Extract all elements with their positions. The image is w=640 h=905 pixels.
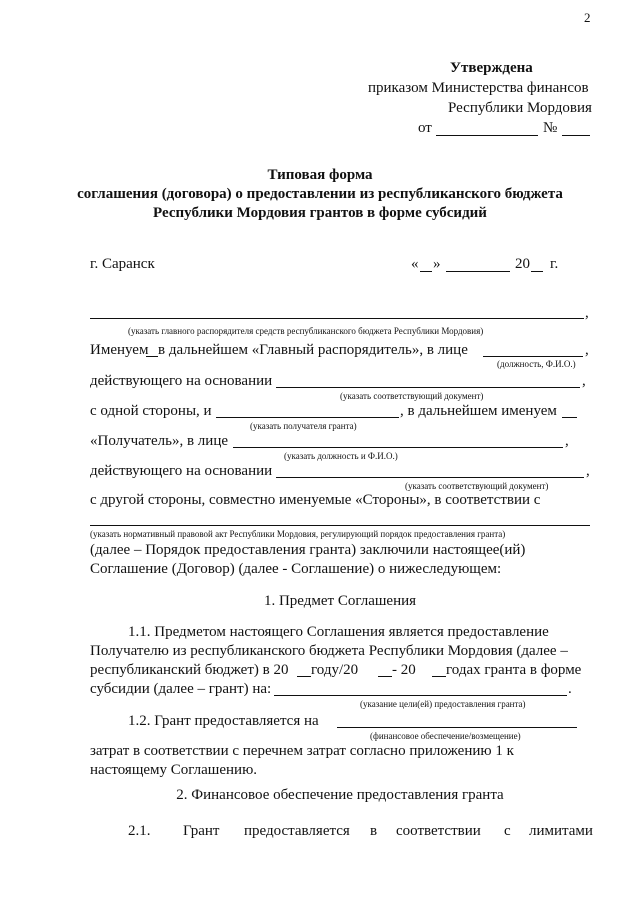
s1-p1-line4: субсидии (далее – грант) на:: [90, 681, 272, 697]
date-month-blank: [446, 271, 510, 272]
year-blank-2: [378, 676, 392, 677]
caption-position-name: (должность, Ф.И.О.): [497, 359, 576, 369]
document-page: 2 Утверждена приказом Министерства финансов Республики Мордовия от № Типовая форма соглашения (договора) о предоставлении из республиканского бюджета Республики Мордовия грантов в форме субсидий г. Саранск « » 20 г. , (указать главного распорядителя средств республиканского бюджета Республики Мордовия) Именуем в дальнейшем «Главный распорядитель», в лице , (должность, Ф.И.О.) действующего на основании , (указать соответствующий документ) с одной стороны, и , в дальнейшем именуем (указать получателя гранта) «Получатель», в лице , (указать должность и Ф.И.О.) действующего на основании , (указать соответствующий документ) с другой стороны, совместно именуемые «Стороны», в соответствии с (указать нормативный правовой акт Республики Мордовия, регулирующий порядок предоставления гранта) (далее – Порядок предоставления гранта) заключили настоящее(ий) Соглашение (Договор) (далее - Соглашение) о нижеследующем: 1. Предмет Соглашения 1.1. Предметом настоящего Соглашения является предоставление Получателю из республиканского бюджета Республики Мордовия (далее – республиканский бюджет) в 20 году/20 - 20 годах гранта в форме субсидии (далее – грант) на: . (указание цели(ей) предоставления гранта) 1.2. Грант предоставляется на (финансовое обеспечение/возмещение) затрат в соответствии с перечнем затрат согласно приложению 1 к настоящему Соглашению. 2. Финансовое обеспечение предоставления гранта 2.1. Грант предоставляется в соответствии с лимитами: [0, 0, 640, 905]
named-further-ending-blank: [562, 417, 577, 418]
acting-basis-1-blank: [276, 387, 580, 388]
approval-line1: приказом Министерства финансов: [368, 80, 589, 96]
s2-word-2: предоставляется: [244, 823, 350, 839]
caption-main-distributor: (указать главного распорядителя средств республиканского бюджета Республики Мордовия): [128, 326, 484, 336]
caption-financial: (финансовое обеспечение/возмещение): [370, 731, 521, 741]
year-blank-1: [297, 676, 311, 677]
title-line1: Типовая форма: [267, 167, 373, 183]
named-prefix: Именуем: [90, 342, 149, 358]
s2-word-1: Грант: [183, 823, 220, 839]
title-line2: соглашения (договора) о предоставлении из республиканского бюджета: [77, 186, 563, 202]
approval-number-blank: [562, 135, 590, 136]
hereinafter-line1: (далее – Порядок предоставления гранта) заключили настоящее(ий): [90, 542, 526, 558]
acting-basis-2: действующего на основании: [90, 463, 273, 479]
city: г. Саранск: [90, 256, 155, 272]
date-open-quote: «: [411, 256, 419, 272]
legal-act-blank: [90, 525, 590, 526]
named-further: , в дальнейшем именуем: [400, 403, 557, 419]
s2-word-3: в: [370, 823, 378, 839]
s2-word-5: с: [504, 823, 511, 839]
date-day-blank: [420, 271, 432, 272]
s1-p1-line3c: - 20: [392, 662, 416, 678]
one-side: с одной стороны, и: [90, 403, 212, 419]
s1-p1-line2: Получателю из республиканского бюджета Республики Мордовия (далее –: [90, 643, 568, 659]
caption-recipient: (указать получателя гранта): [250, 421, 357, 431]
approval-line2: Республики Мордовия: [448, 100, 592, 116]
named-text: в дальнейшем «Главный распорядитель», в лице: [158, 342, 468, 358]
s1-p1-line3d: годах гранта в форме: [446, 662, 582, 678]
financial-blank: [337, 727, 577, 728]
caption-document-1: (указать соответствующий документ): [340, 391, 484, 401]
main-distributor-blank: [90, 318, 584, 319]
s1-p1-line3a: республиканский бюджет) в 20: [90, 662, 289, 678]
s2-word-4: соответствии: [396, 823, 481, 839]
s2-p1-num: 2.1.: [128, 823, 151, 839]
named-ending-blank: [146, 356, 158, 357]
s2-word-6: лимитами: [529, 823, 593, 839]
purpose-blank: [274, 695, 567, 696]
acting-basis-2-blank: [276, 477, 584, 478]
recipient-blank: [216, 417, 399, 418]
page-number: 2: [584, 10, 591, 25]
section2-heading: 2. Финансовое обеспечение предоставления гранта: [176, 787, 504, 803]
year-blank-3: [432, 676, 446, 677]
approval-number-sign: №: [543, 120, 558, 136]
date-year-suffix: г.: [550, 256, 559, 272]
recipient-person: «Получатель», в лице: [90, 433, 229, 449]
named-person-blank: [483, 356, 583, 357]
approval-title: Утверждена: [450, 60, 533, 76]
s1-p2-line2: затрат в соответствии с перечнем затрат согласно приложению 1 к: [90, 743, 514, 759]
section1-heading: 1. Предмет Соглашения: [263, 593, 417, 609]
approval-from: от: [418, 120, 432, 136]
acting-basis-1: действующего на основании: [90, 373, 273, 389]
caption-document-2: (указать соответствующий документ): [405, 481, 549, 491]
s1-p1-line3b: году/20: [311, 662, 359, 678]
other-side: с другой стороны, совместно именуемые «Стороны», в соответствии с: [90, 492, 541, 508]
recipient-person-blank: [233, 447, 563, 448]
s1-p1-line1: 1.1. Предметом настоящего Соглашения является предоставление: [128, 624, 549, 640]
date-year-prefix: 20: [515, 256, 530, 272]
approval-date-blank: [436, 135, 538, 136]
date-close-quote: »: [433, 256, 441, 272]
caption-position-fio: (указать должность и Ф.И.О.): [284, 451, 398, 461]
s1-p2-line1: 1.2. Грант предоставляется на: [128, 713, 319, 729]
title-line3: Республики Мордовия грантов в форме субсидий: [153, 205, 487, 221]
date-year-blank: [531, 271, 543, 272]
s1-p2-line3: настоящему Соглашению.: [90, 762, 258, 778]
caption-purpose: (указание цели(ей) предоставления гранта): [360, 699, 526, 709]
hereinafter-line2: Соглашение (Договор) (далее - Соглашение) о нижеследующем:: [90, 561, 502, 577]
caption-legal-act: (указать нормативный правовой акт Республики Мордовия, регулирующий порядок предоставления гранта): [90, 529, 506, 539]
